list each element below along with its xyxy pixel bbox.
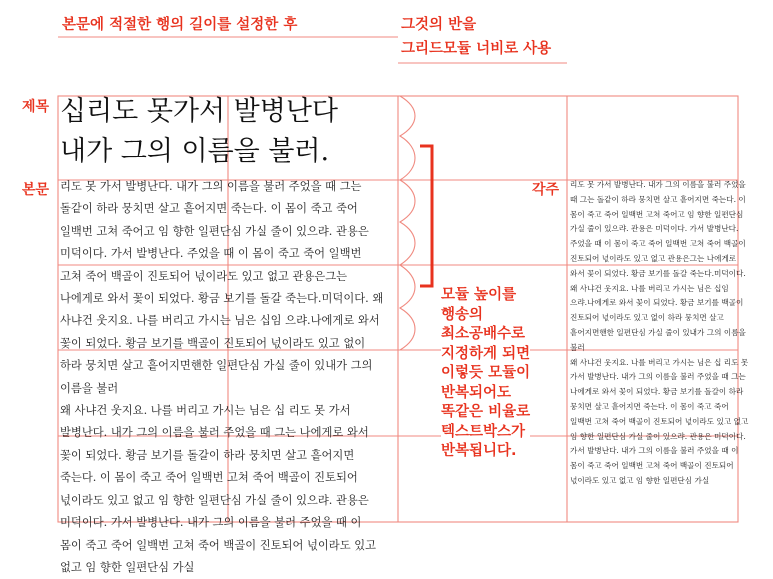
body-line: 돌같이 하라 뭉치면 살고 흩어지면 죽는다. 이 몸이 죽고 죽어 xyxy=(60,202,358,216)
body-line: 미덕이다. 가서 발병난다. 내가 그의 이름을 불러 주었을 때 이 xyxy=(60,516,362,530)
body-line: 꽃이 되었다. 황금 보기를 백골이 진토되어 넋이라도 있고 없이 xyxy=(60,336,366,350)
footnote-text-block xyxy=(570,178,748,489)
title-line-1: 십리도 못가서 발병난다 xyxy=(60,96,338,127)
label-body: 본문 xyxy=(22,182,50,198)
body-line: 리도 못 가서 발병난다. 내가 그의 이름을 불러 주었을 때 그는 xyxy=(60,180,362,193)
module-note-line: 최소공배수로 xyxy=(441,325,530,345)
body-line: 나에게로 와서 꽃이 되었다. 황금 보기를 돌갈 죽는다.미덕이다. 왜 xyxy=(60,292,384,306)
module-note xyxy=(441,286,530,462)
body-line: 죽는다. 이 몸이 죽고 죽어 일백번 고쳐 죽어 백골이 진토되어 xyxy=(60,471,358,485)
module-note-line: 이렇듯 모듈이 xyxy=(441,364,530,384)
footnote-line: 불러 xyxy=(570,342,585,352)
body-text-block xyxy=(60,176,383,579)
module-note-line: 반복됩니다. xyxy=(441,442,530,462)
footnote-line: 몸이 죽고 죽어 일백번 고쳐 죽어고 임 향한 일편단심 xyxy=(570,209,744,219)
module-note-line: 반복되어도 xyxy=(441,384,530,404)
footnote-line: 흩어지면핸한 일편단심 가실 줄이 있내가 그의 이름을 xyxy=(570,327,746,337)
body-line: 꽃이 되었다. 황금 보기를 돌갈이 하라 뭉치면 살고 흩어지면 xyxy=(60,448,355,462)
module-note-line: 모듈 높이를 xyxy=(441,286,530,306)
header-note-right-1: 그것의 반을 xyxy=(401,17,477,33)
footnote-line: 일백번 고쳐 죽어 백골이 진토되어 넋이라도 있고 없고 xyxy=(570,416,749,426)
footnote-line: 왜 사냐건 웃지요. 나를 버리고 가시는 님은 십임 xyxy=(570,283,729,293)
footnote-line: 리도 못 가서 발병난다. 내가 그의 이름을 불러 주었을 xyxy=(570,180,746,189)
body-line: 몸이 죽고 죽어 일백번 고쳐 죽어 백골이 진토되어 넋이라도 있고 xyxy=(60,538,377,552)
header-note-right-2: 그리드모듈 너비로 사용 xyxy=(401,41,552,57)
footnote-line: 가서 발병난다. 내가 그의 이름을 불러 주었을 때 그는 xyxy=(570,372,746,382)
footnote-line: 주었을 때 이 몸이 죽고 죽어 일백번 고쳐 죽어 백골이 xyxy=(570,239,746,249)
module-note-line: 똑같은 비율로 xyxy=(441,403,530,423)
header-note-left: 본문에 적절한 행의 길이를 설정한 후 xyxy=(62,17,298,33)
body-line: 없고 임 향한 일편단심 가실 xyxy=(60,560,195,574)
footnote-line: 가실 줄이 있으랴. 관용은 미덕이다. 가서 발병난다. xyxy=(570,224,739,234)
module-note-line: 텍스트박스가 xyxy=(441,423,530,443)
footnote-line: 으랴.나에게로 와서 꽃이 되었다. 황금 보기를 백골이 xyxy=(570,298,744,308)
footnote-line: 진토되어 넋이라도 있고 없고 관용은그는 나에게로 xyxy=(570,253,737,263)
title-line-2: 내가 그의 이름을 불러. xyxy=(60,136,330,167)
footnote-line: 나에게로 와서 꽃이 되었다. 황금 보기를 돌갈이 하라 xyxy=(570,387,744,397)
body-line: 이름을 불러 xyxy=(60,381,119,395)
footnote-line: 임 향한 일편단심 가실 줄이 있으랴. 관용은 미덕이다. xyxy=(570,431,746,441)
footnote-line: 와서 꽃이 되었다. 황금 보기를 돌갈 죽는다.미덕이다. xyxy=(570,268,746,278)
body-line: 왜 사냐건 웃지요. 나를 버리고 가시는 님은 십 리도 못 가서 xyxy=(60,404,351,418)
body-line: 사냐건 웃지요. 나를 버리고 가시는 님은 십임 으랴.나에게로 와서 xyxy=(60,314,380,328)
footnote-line: 진토되어 넋이라도 있고 없이 하라 뭉치면 살고 xyxy=(570,313,724,323)
body-line: 고쳐 죽어 백골이 진토되어 넋이라도 있고 없고 관용은그는 xyxy=(60,269,348,283)
label-footnote: 각주 xyxy=(532,182,560,198)
wavy-margin-line xyxy=(400,96,415,350)
body-line: 미덕이다. 가서 발병난다. 주었을 때 이 몸이 죽고 죽어 일백번 xyxy=(60,247,362,261)
body-line: 일백번 고쳐 죽어고 임 향한 일편단심 가실 줄이 있으랴. 관용은 xyxy=(60,224,369,238)
footnote-line: 뭉치면 살고 흩어지면 죽는다. 이 몸이 죽고 죽어 xyxy=(570,401,729,411)
body-line: 발병난다. 내가 그의 이름을 불러 주었을 때 그는 나에게로 와서 xyxy=(60,426,369,440)
title-block xyxy=(60,92,338,172)
module-note-line: 지정하게 되면 xyxy=(441,345,530,365)
body-line: 하라 뭉치면 살고 흩어지면핸한 일편단심 가실 줄이 있내가 그의 xyxy=(60,359,373,373)
label-title: 제목 xyxy=(22,99,50,115)
footnote-line: 왜 사냐건 웃지요. 나를 버리고 가시는 님은 십 리도 못 xyxy=(570,357,749,367)
footnote-line: 몸이 죽고 죽어 일백번 고쳐 죽어 백골이 진토되어 xyxy=(570,461,734,471)
footnote-line: 가서 발병난다. 내가 그의 이름을 불러 주었을 때 이 xyxy=(570,446,739,456)
module-note-line: 행송의 xyxy=(441,306,530,326)
body-line: 넋이라도 있고 없고 임 향한 일편단심 가실 줄이 있으랴. 관용은 xyxy=(60,493,369,507)
footnote-line: 넋이라도 있고 없고 임 향한 일편단심 가실 xyxy=(570,475,710,485)
footnote-line: 때 그는 돌같이 하라 뭉치면 살고 흩어지면 죽는다. 이 xyxy=(570,194,746,204)
